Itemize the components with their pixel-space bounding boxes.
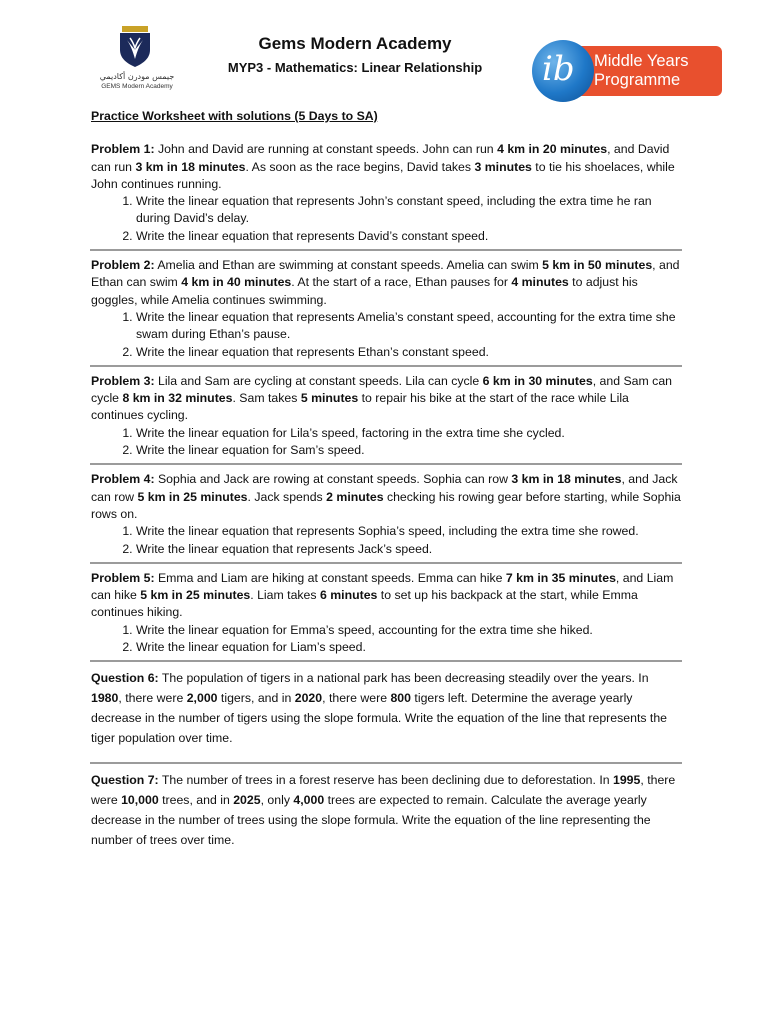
text-run: Sophia and Jack are rowing at constant speeds. Sophia can row: [157, 472, 512, 487]
bold-run: 5 km in 25 minutes: [137, 489, 248, 504]
text-run: . Liam takes: [250, 588, 320, 603]
text-run: . Jack spends: [247, 489, 327, 504]
text-run: tigers, and in: [217, 691, 295, 706]
problem-4: [91, 471, 681, 557]
list-item: 1. Write the linear equation that represents John’s constant speed, including the extra time he ran during David’s delay.: [136, 193, 681, 228]
problem-text: [91, 471, 681, 523]
list-item: 2. Write the linear equation that represents Ethan’s constant speed.: [136, 344, 681, 361]
text-run: tigers left. Determine the average yearly decrease in the number of tigers using the slope formula. Write the equation of the line that represents the tiger population over time.: [91, 691, 668, 746]
bold-run: 6 km in 30 minutes: [482, 373, 593, 388]
text-run: . At the start of a race, Ethan pauses for: [291, 275, 512, 290]
ib-line-1: Middle Years: [594, 52, 689, 70]
list-item: 2. Write the linear equation that represents David’s constant speed.: [136, 228, 681, 245]
bold-run: 3 km in 18 minutes: [135, 159, 246, 174]
list-item: 2. Write the linear equation that represents Jack’s speed.: [136, 541, 681, 558]
question-6: [91, 668, 681, 748]
list-item: 1. Write the linear equation for Lila’s speed, factoring in the extra time she cycled.: [136, 425, 681, 442]
problem-items: [91, 523, 681, 558]
ib-logo: [532, 40, 727, 102]
text-run: , there were: [118, 691, 187, 706]
text-run: , there were: [91, 773, 676, 808]
text-run: . As soon as the race begins, David takes: [245, 159, 475, 174]
text-run: The population of tigers in a national park has been decreasing steadily over the years. In: [161, 671, 649, 686]
list-item: 2. Write the linear equation for Sam’s speed.: [136, 442, 681, 459]
section-divider: [90, 762, 682, 764]
problem-text: [91, 373, 681, 425]
bold-run: 1980: [91, 691, 119, 706]
text-run: to set up his backpack at the start, while Emma continues hiking.: [91, 588, 638, 620]
text-run: , and Jack can row: [91, 472, 678, 504]
bold-run: 8 km in 32 minutes: [122, 391, 233, 406]
bold-run: 4,000: [293, 793, 325, 808]
problem-label: Problem 3:: [91, 373, 155, 388]
text-run: Amelia and Ethan are swimming at constant speeds. Amelia can swim: [157, 258, 543, 273]
course-subtitle: MYP3 - Mathematics: Linear Relationship: [227, 60, 483, 75]
text-run: , there were: [322, 691, 391, 706]
text-run: , and David can run: [91, 142, 670, 174]
list-item: 1. Write the linear equation that represents Amelia’s constant speed, accounting for the extra time she swam during Ethan’s pause.: [136, 309, 681, 344]
shield-icon: [118, 26, 152, 68]
worksheet-content: [91, 108, 681, 850]
text-run: trees, and in: [158, 793, 234, 808]
text-run: trees are expected to remain. Calculate the average yearly decrease in the number of trees using the slope formula. Write the equation of the line representing the number of trees over time.: [91, 793, 651, 848]
school-logo: [92, 26, 182, 96]
text-run: The number of trees in a forest reserve has been declining due to deforestation. In: [161, 773, 613, 788]
section-divider: [90, 463, 682, 465]
bold-run: 4 km in 20 minutes: [497, 142, 608, 157]
text-run: , and Liam can hike: [91, 570, 674, 603]
text-run: checking his rowing gear before starting, while Sophia rows on.: [91, 489, 681, 521]
problem-label: Problem 1:: [91, 142, 155, 157]
list-item: 1. Write the linear equation that represents Sophia’s speed, including the extra time she rowed.: [136, 523, 681, 540]
question-label: Question 6:: [91, 671, 159, 686]
text-run: , and Sam can cycle: [91, 373, 672, 406]
ib-programme-text: [594, 52, 688, 90]
ib-letters: ib: [542, 49, 575, 89]
question-text: [91, 770, 681, 850]
problem-items: [91, 622, 681, 657]
text-run: to repair his bike at the start of the race while Lila continues cycling.: [91, 391, 629, 423]
bold-run: 1995: [613, 773, 641, 788]
ib-globe-icon: [532, 40, 594, 102]
problem-1: [91, 141, 681, 245]
problem-text: [91, 257, 681, 309]
problem-label: Problem 4:: [91, 472, 155, 487]
logo-english-text: GEMS Modern Academy: [101, 83, 173, 90]
text-run: , and Ethan can swim: [91, 258, 680, 290]
question-7: [91, 770, 681, 850]
text-run: to adjust his goggles, while Amelia continues swimming.: [91, 275, 638, 307]
worksheet-title: Practice Worksheet with solutions (5 Days to SA): [91, 109, 378, 123]
bold-run: 2,000: [186, 691, 218, 706]
text-run: Emma and Liam are hiking at constant speeds. Emma can hike: [157, 570, 506, 585]
problem-items: [91, 425, 681, 460]
bold-run: 2020: [294, 691, 323, 706]
problem-label: Problem 2:: [91, 258, 155, 273]
section-divider: [90, 365, 682, 367]
section-divider: [90, 249, 682, 251]
text-run: , only: [260, 793, 294, 808]
bold-run: 4 km in 40 minutes: [181, 275, 292, 290]
list-item: 1. Write the linear equation for Emma’s speed, accounting for the extra time she hiked.: [136, 622, 681, 639]
problem-items: [91, 309, 681, 361]
bold-run: 5 km in 50 minutes: [542, 258, 653, 273]
problem-label: Problem 5:: [91, 570, 155, 585]
text-run: Lila and Sam are cycling at constant speeds. Lila can cycle: [157, 373, 483, 388]
logo-arabic-text: جيمس مودرن أكاديمي: [99, 72, 175, 81]
bold-run: 6 minutes: [319, 588, 378, 603]
bold-run: 3 minutes: [474, 159, 532, 174]
school-name: Gems Modern Academy: [258, 34, 452, 53]
bold-run: 7 km in 35 minutes: [505, 570, 616, 585]
text-run: to tie his shoelaces, while John continues running.: [91, 159, 675, 191]
problem-items: [91, 193, 681, 245]
section-divider: [90, 660, 682, 662]
text-run: . Sam takes: [232, 391, 301, 406]
problem-3: [91, 373, 681, 459]
problem-2: [91, 257, 681, 361]
list-item: 2. Write the linear equation for Liam’s speed.: [136, 639, 681, 656]
problem-text: [91, 141, 681, 193]
bold-run: 4 minutes: [511, 275, 569, 290]
question-text: [91, 668, 681, 748]
bold-run: 5 minutes: [300, 391, 359, 406]
problem-text: [91, 570, 681, 622]
ib-line-2: Programme: [594, 71, 681, 89]
section-divider: [90, 562, 682, 564]
bold-run: 10,000: [121, 793, 159, 808]
bold-run: 2025: [233, 793, 261, 808]
bold-run: 800: [390, 691, 411, 706]
bold-run: 5 km in 25 minutes: [140, 588, 251, 603]
bold-run: 3 km in 18 minutes: [511, 472, 622, 487]
question-label: Question 7:: [91, 773, 159, 788]
bold-run: 2 minutes: [326, 489, 384, 504]
problem-5: [91, 570, 681, 656]
text-run: John and David are running at constant speeds. John can run: [157, 142, 498, 157]
